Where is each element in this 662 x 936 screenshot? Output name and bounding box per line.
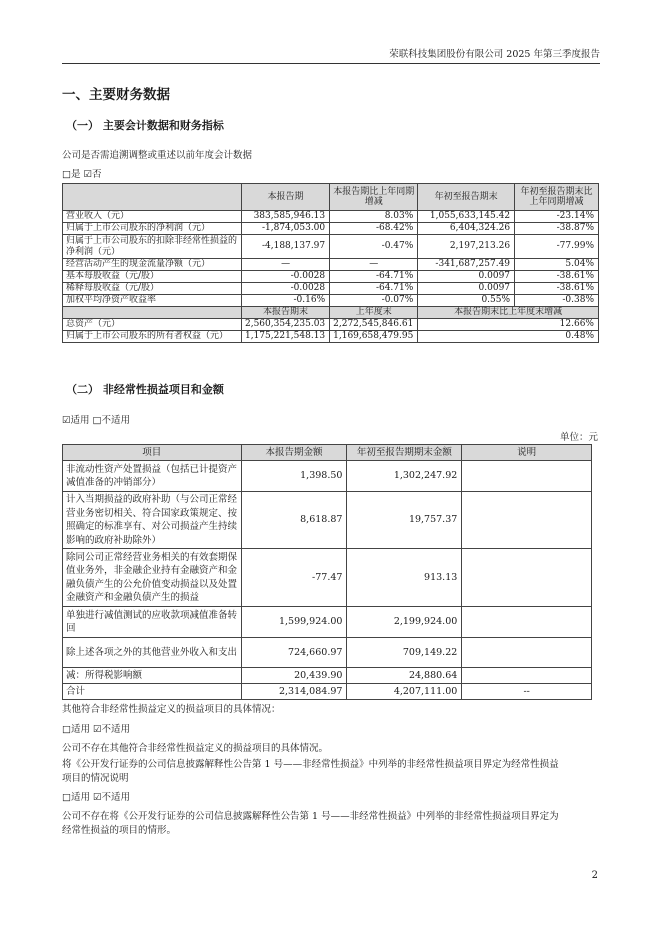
cell: 2,197,213.26 [418,235,515,259]
header-cell [63,184,242,211]
cell: 6,404,324.26 [418,223,515,235]
table-row [63,607,592,638]
header-cell: 年初至报告期末 [418,184,515,211]
row-label: 合计 [63,684,242,700]
cell: -77.47 [241,549,347,607]
header-cell: 年初至报告期期末金额 [347,445,462,461]
notes-paragraph: 将《公开发行证券的公司信息披露解释性公告第 1 号——非经常性损益》中列举的非经常性损益项目界定为经常性损益 [62,759,559,770]
cell: -1,874,053.00 [241,223,329,235]
cell: 0.55% [418,295,515,307]
non-recurring-items-table [62,444,592,700]
cell: 709,149.22 [347,638,462,668]
row-label: 营业收入（元） [63,211,242,223]
row-label: 除同公司正常经营业务相关的有效套期保值业务外，非金融企业持有金融资产和金融负债产生的公允价值变动损益以及处置金融资产和金融负债产生的损益 [63,549,242,607]
header-cell: 本报告期金额 [241,445,347,461]
financial-indicators-table [62,183,599,343]
cell [462,549,592,607]
table-row [63,331,599,343]
cell: -23.14% [515,211,599,223]
row-label: 减：所得税影响额 [63,668,242,684]
cell: -77.99% [515,235,599,259]
row-label: 非流动性资产处置损益（包括已计提资产减值准备的冲销部分） [63,461,242,492]
cell [462,492,592,549]
header-cell: 本报告期比上年同期增减 [330,184,418,211]
cell: 0.48% [418,331,599,343]
cell: 8.03% [330,211,418,223]
cell: 2,199,924.00 [347,607,462,638]
header-cell: 说明 [462,445,592,461]
cell: 383,585,946.13 [241,211,329,223]
row-label: 归属于上市公司股东的净利润（元） [63,223,242,235]
table-header-row-2 [63,307,599,319]
cell [462,607,592,638]
cell [462,668,592,684]
notes-paragraph: 公司不存在将《公开发行证券的公司信息披露解释性公告第 1 号——非经常性损益》中列举的非经常性损益项目界定为 [62,811,559,822]
notes-paragraph: 经常性损益的项目的情形。 [62,825,177,836]
table-row [63,638,592,668]
cell: -- [462,684,592,700]
cell: -68.42% [330,223,418,235]
table-row [63,211,599,223]
header-cell: 项目 [63,445,242,461]
row-label: 总资产（元） [63,319,242,331]
cell: — [330,259,418,271]
notes-answer: □适用 ☑不适用 [62,792,131,803]
row-label: 稀释每股收益（元/股） [63,283,242,295]
applicable-flag: ☑适用 □不适用 [62,415,131,426]
cell: 5.04% [515,259,599,271]
table-row [63,271,599,283]
header-cell: 上年度末 [330,307,418,319]
table-row [63,461,592,492]
cell: -38.61% [515,283,599,295]
row-label: 经营活动产生的现金流量净额（元） [63,259,242,271]
cell: -0.07% [330,295,418,307]
cell: 2,560,354,235.03 [241,319,329,331]
notes-paragraph: 公司不存在其他符合非经常性损益定义的损益项目的具体情况。 [62,743,329,754]
cell: 4,207,111.00 [347,684,462,700]
table-row [63,319,599,331]
restatement-question: 公司是否需追溯调整或重述以前年度会计数据 [62,150,253,161]
table-row [63,684,592,700]
cell: -341,687,257.49 [418,259,515,271]
cell: -0.0028 [241,283,329,295]
cell: -64.71% [330,271,418,283]
cell: -38.87% [515,223,599,235]
restatement-answer: □是 ☑否 [62,169,102,180]
table-header-row [63,184,599,211]
cell: 1,599,924.00 [241,607,347,638]
table-row [63,235,599,259]
unit-label: 单位：元 [559,432,598,443]
row-label: 除上述各项之外的其他营业外收入和支出 [63,638,242,668]
table-row [63,283,599,295]
section-title: 一、主要财务数据 [62,87,170,103]
page-header [62,46,600,64]
subsection-title-2: （二） 非经常性损益项目和金额 [66,383,224,396]
cell: -38.61% [515,271,599,283]
cell: 913.13 [347,549,462,607]
cell: 724,660.97 [241,638,347,668]
cell [462,461,592,492]
cell: — [241,259,329,271]
cell: -64.71% [330,283,418,295]
header-cell [63,307,242,319]
cell: 20,439.90 [241,668,347,684]
table-row [63,223,599,235]
header-cell: 本报告期末 [241,307,329,319]
subsection-title-1: （一） 主要会计数据和财务指标 [66,119,224,132]
cell: -4,188,137.97 [241,235,329,259]
cell: 1,398.50 [241,461,347,492]
table-header-row [63,445,592,461]
notes-paragraph: 项目的情况说明 [62,773,129,784]
notes-answer: □适用 ☑不适用 [62,724,131,735]
row-label: 计入当期损益的政府补助（与公司正常经营业务密切相关、符合国家政策规定、按照确定的标准享有、对公司损益产生持续影响的政府补助除外） [63,492,242,549]
cell: 1,302,247.92 [347,461,462,492]
cell: 8,618.87 [241,492,347,549]
table-row [63,295,599,307]
cell: 1,055,633,145.42 [418,211,515,223]
cell: 2,314,084.97 [241,684,347,700]
cell: -0.47% [330,235,418,259]
cell: 24,880.64 [347,668,462,684]
header-cell: 本报告期 [241,184,329,211]
cell: 2,272,545,846.61 [330,319,418,331]
notes-paragraph: 其他符合非经常性损益定义的损益项目的具体情况： [62,704,281,715]
cell: 19,757.37 [347,492,462,549]
cell: 1,175,221,548.13 [241,331,329,343]
cell: 0.0097 [418,271,515,283]
cell: 12.66% [418,319,599,331]
row-label: 单独进行减值测试的应收款项减值准备转回 [63,607,242,638]
table-row [63,668,592,684]
row-label: 基本每股收益（元/股） [63,271,242,283]
cell: -0.0028 [241,271,329,283]
table-row [63,549,592,607]
page-number: 2 [591,870,598,881]
cell [462,638,592,668]
cell: -0.38% [515,295,599,307]
table-row [63,492,592,549]
header-cell: 本报告期末比上年度末增减 [418,307,599,319]
header-title: 荣联科技集团股份有限公司 2025 年第三季度报告 [389,49,600,60]
row-label: 加权平均净资产收益率 [63,295,242,307]
cell: 1,169,658,479.95 [330,331,418,343]
table-row [63,259,599,271]
header-cell: 年初至报告期末比上年同期增减 [515,184,599,211]
cell: 0.0097 [418,283,515,295]
row-label: 归属于上市公司股东的所有者权益（元） [63,331,242,343]
row-label: 归属于上市公司股东的扣除非经常性损益的净利润（元） [63,235,242,259]
cell: -0.16% [241,295,329,307]
